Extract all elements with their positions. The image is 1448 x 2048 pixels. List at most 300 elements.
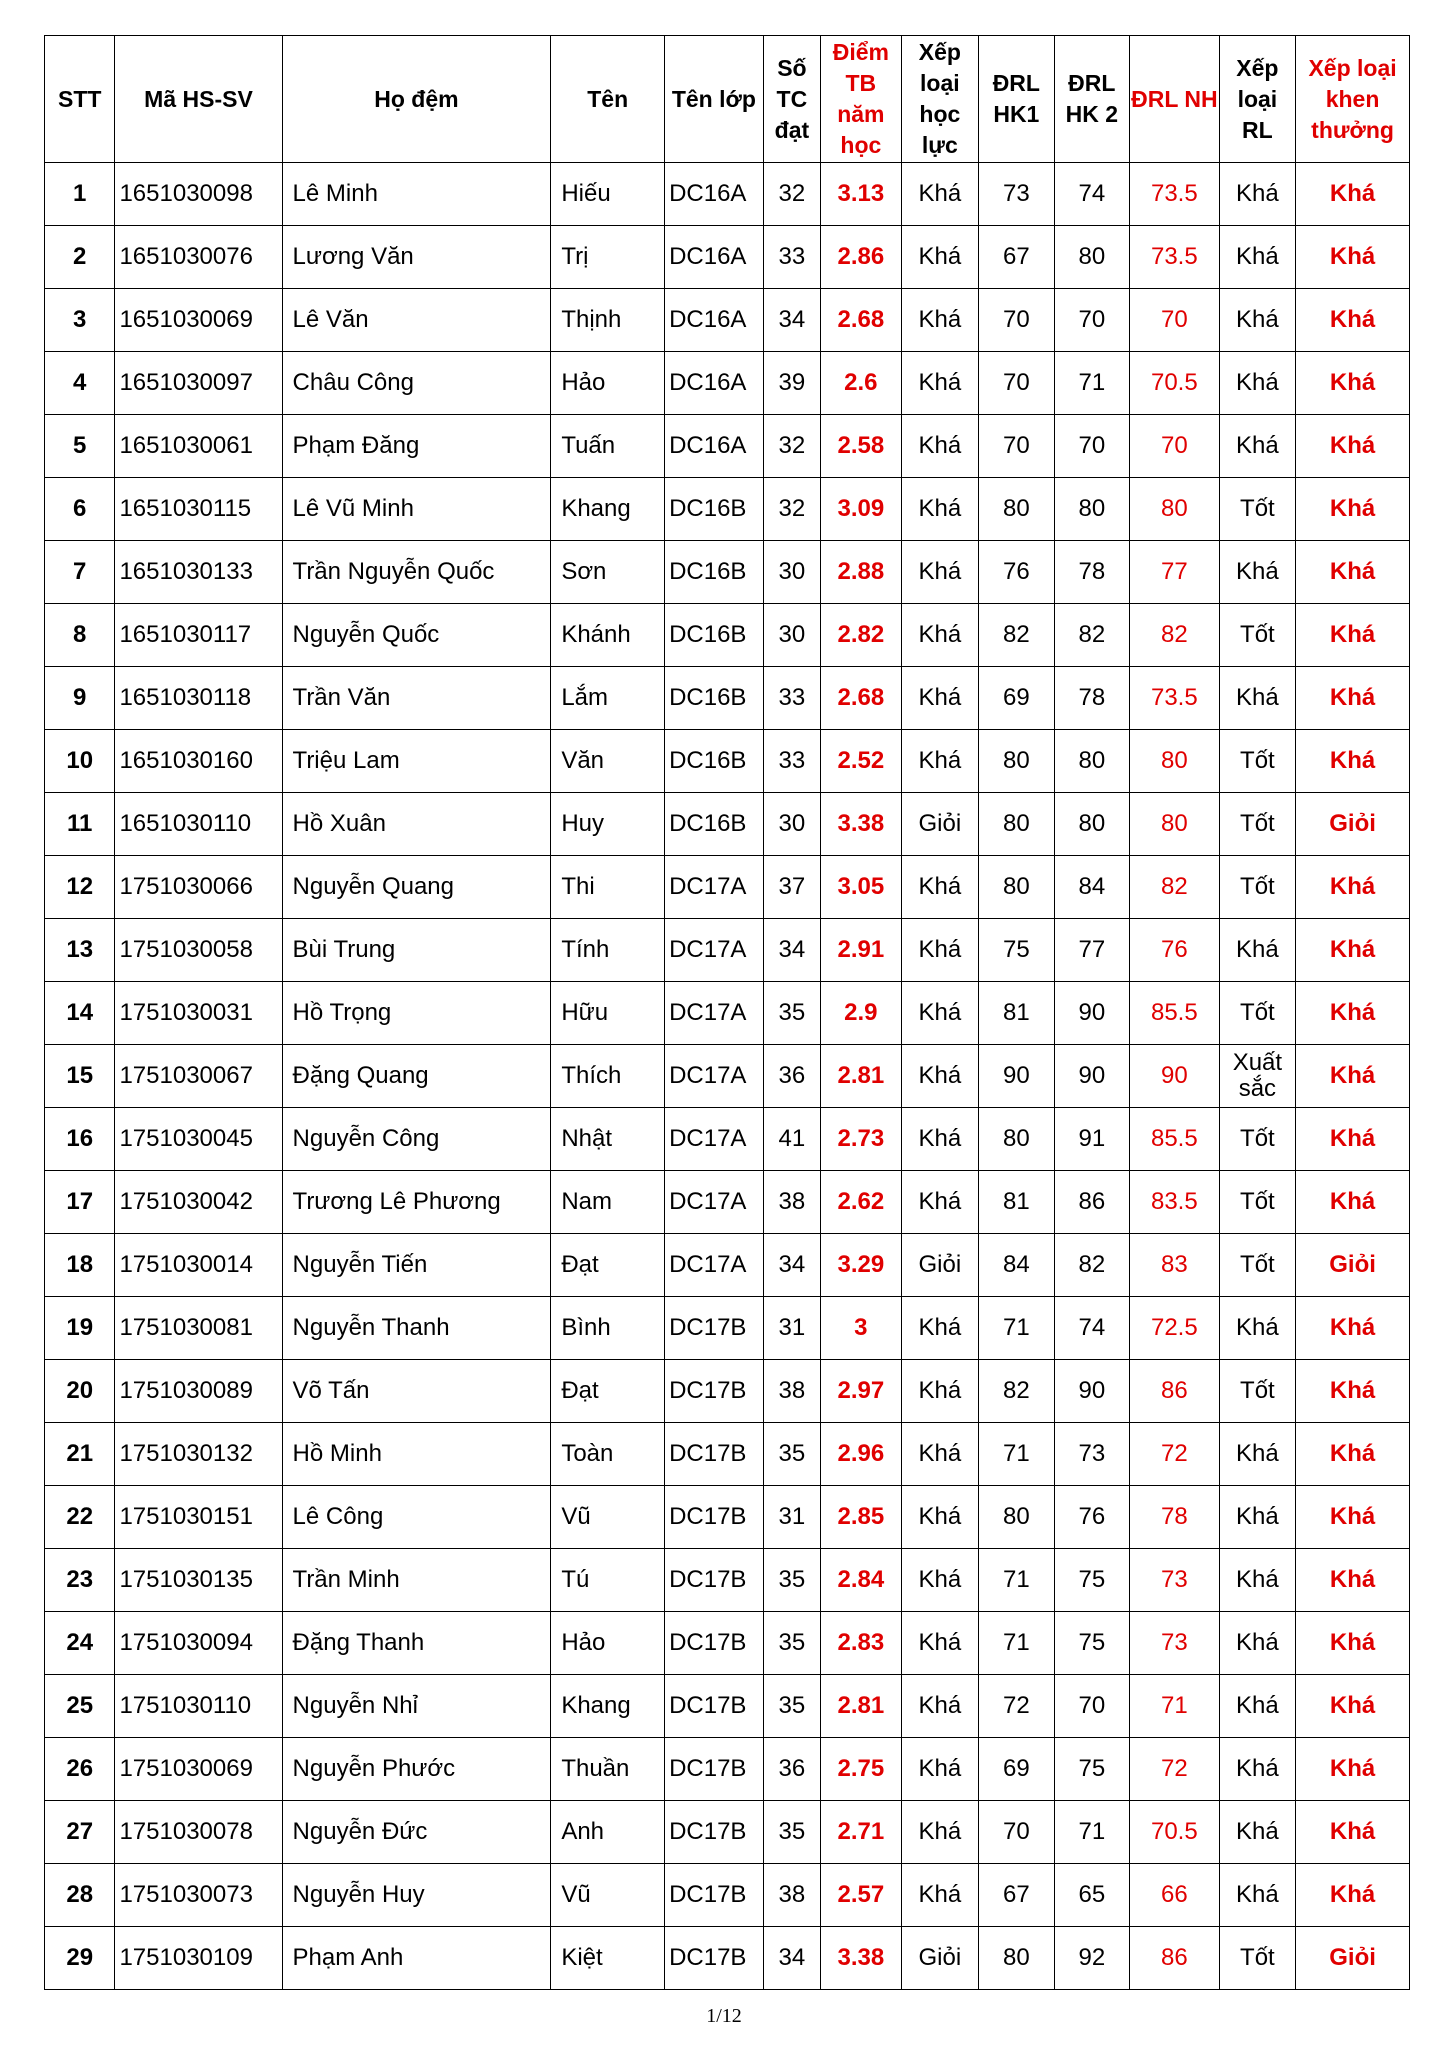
cell-class: DC17B xyxy=(665,1738,764,1801)
cell-class: DC17A xyxy=(665,982,764,1045)
table-row xyxy=(45,1108,1410,1171)
cell-first-name: Thi xyxy=(551,856,665,919)
cell-first-name: Tú xyxy=(551,1549,665,1612)
table-row xyxy=(45,289,1410,352)
cell-conduct-rank: Khá xyxy=(1219,919,1296,982)
cell-gpa: 2.75 xyxy=(821,1738,902,1801)
cell-conduct-hk1: 71 xyxy=(979,1423,1054,1486)
cell-credits: 35 xyxy=(763,1549,820,1612)
cell-stt: 24 xyxy=(45,1612,115,1675)
cell-gpa: 3 xyxy=(821,1297,902,1360)
table-row xyxy=(45,1801,1410,1864)
header-credits: Số TC đạt xyxy=(763,36,820,163)
cell-first-name: Bình xyxy=(551,1297,665,1360)
cell-award-rank: Khá xyxy=(1296,982,1410,1045)
cell-conduct-hk1: 69 xyxy=(979,667,1054,730)
cell-gpa: 3.13 xyxy=(821,163,902,226)
cell-gpa: 3.38 xyxy=(821,1927,902,1990)
cell-gpa: 2.62 xyxy=(821,1171,902,1234)
cell-conduct-rank: Tốt xyxy=(1219,604,1296,667)
cell-first-name: Lắm xyxy=(551,667,665,730)
cell-middle-name: Trần Nguyễn Quốc xyxy=(282,541,551,604)
cell-first-name: Đạt xyxy=(551,1360,665,1423)
cell-conduct-hk1: 81 xyxy=(979,1171,1054,1234)
cell-conduct-hk1: 80 xyxy=(979,730,1054,793)
cell-credits: 34 xyxy=(763,1234,820,1297)
cell-middle-name: Nguyễn Đức xyxy=(282,1801,551,1864)
cell-conduct-year: 85.5 xyxy=(1130,982,1220,1045)
cell-conduct-year: 82 xyxy=(1130,604,1220,667)
cell-conduct-hk2: 76 xyxy=(1054,1486,1129,1549)
cell-gpa: 2.81 xyxy=(821,1675,902,1738)
cell-class: DC16B xyxy=(665,730,764,793)
cell-class: DC16B xyxy=(665,541,764,604)
cell-credits: 34 xyxy=(763,919,820,982)
cell-first-name: Đạt xyxy=(551,1234,665,1297)
cell-stt: 27 xyxy=(45,1801,115,1864)
cell-conduct-rank: Tốt xyxy=(1219,793,1296,856)
cell-middle-name: Trần Văn xyxy=(282,667,551,730)
cell-conduct-rank: Khá xyxy=(1219,1675,1296,1738)
header-conduct-rank: Xếp loại RL xyxy=(1219,36,1296,163)
cell-conduct-hk2: 91 xyxy=(1054,1108,1129,1171)
cell-academic-rank: Khá xyxy=(901,163,979,226)
cell-conduct-year: 70 xyxy=(1130,289,1220,352)
cell-conduct-year: 70.5 xyxy=(1130,352,1220,415)
cell-student-id: 1751030151 xyxy=(115,1486,282,1549)
cell-conduct-hk2: 70 xyxy=(1054,415,1129,478)
cell-gpa: 2.68 xyxy=(821,667,902,730)
table-row xyxy=(45,919,1410,982)
table-header xyxy=(45,36,1410,163)
cell-conduct-year: 70 xyxy=(1130,415,1220,478)
table-row xyxy=(45,478,1410,541)
cell-class: DC17B xyxy=(665,1801,764,1864)
cell-conduct-year: 72.5 xyxy=(1130,1297,1220,1360)
cell-class: DC17B xyxy=(665,1549,764,1612)
cell-conduct-rank: Khá xyxy=(1219,541,1296,604)
cell-conduct-year: 78 xyxy=(1130,1486,1220,1549)
cell-middle-name: Hồ Xuân xyxy=(282,793,551,856)
cell-conduct-hk1: 80 xyxy=(979,1486,1054,1549)
table-row xyxy=(45,604,1410,667)
cell-student-id: 1751030073 xyxy=(115,1864,282,1927)
cell-award-rank: Khá xyxy=(1296,541,1410,604)
cell-student-id: 1651030061 xyxy=(115,415,282,478)
cell-student-id: 1751030132 xyxy=(115,1423,282,1486)
cell-middle-name: Phạm Đăng xyxy=(282,415,551,478)
cell-academic-rank: Khá xyxy=(901,1612,979,1675)
cell-credits: 35 xyxy=(763,1423,820,1486)
cell-academic-rank: Khá xyxy=(901,1801,979,1864)
cell-award-rank: Khá xyxy=(1296,1108,1410,1171)
cell-gpa: 2.71 xyxy=(821,1801,902,1864)
cell-middle-name: Nguyễn Tiến xyxy=(282,1234,551,1297)
cell-stt: 10 xyxy=(45,730,115,793)
cell-conduct-hk1: 82 xyxy=(979,1360,1054,1423)
table-row xyxy=(45,1612,1410,1675)
cell-middle-name: Lê Vũ Minh xyxy=(282,478,551,541)
table-row xyxy=(45,1486,1410,1549)
cell-award-rank: Khá xyxy=(1296,1297,1410,1360)
cell-conduct-hk1: 70 xyxy=(979,1801,1054,1864)
cell-first-name: Nam xyxy=(551,1171,665,1234)
cell-gpa: 2.83 xyxy=(821,1612,902,1675)
cell-stt: 3 xyxy=(45,289,115,352)
header-gpa: Điểm TB năm học xyxy=(821,36,902,163)
cell-academic-rank: Khá xyxy=(901,1864,979,1927)
cell-conduct-hk2: 75 xyxy=(1054,1612,1129,1675)
cell-academic-rank: Khá xyxy=(901,667,979,730)
cell-middle-name: Lương Văn xyxy=(282,226,551,289)
cell-gpa: 2.58 xyxy=(821,415,902,478)
cell-conduct-rank: Khá xyxy=(1219,1864,1296,1927)
cell-academic-rank: Khá xyxy=(901,856,979,919)
cell-stt: 21 xyxy=(45,1423,115,1486)
cell-academic-rank: Khá xyxy=(901,541,979,604)
cell-academic-rank: Khá xyxy=(901,919,979,982)
cell-conduct-hk2: 82 xyxy=(1054,604,1129,667)
cell-student-id: 1651030115 xyxy=(115,478,282,541)
cell-class: DC17A xyxy=(665,1045,764,1108)
cell-stt: 22 xyxy=(45,1486,115,1549)
cell-class: DC17A xyxy=(665,919,764,982)
cell-award-rank: Khá xyxy=(1296,1738,1410,1801)
cell-stt: 20 xyxy=(45,1360,115,1423)
cell-middle-name: Trương Lê Phương xyxy=(282,1171,551,1234)
cell-conduct-year: 73.5 xyxy=(1130,667,1220,730)
cell-conduct-hk2: 78 xyxy=(1054,667,1129,730)
cell-conduct-year: 71 xyxy=(1130,1675,1220,1738)
cell-conduct-hk1: 80 xyxy=(979,856,1054,919)
cell-conduct-rank: Khá xyxy=(1219,415,1296,478)
table-row xyxy=(45,1297,1410,1360)
cell-student-id: 1651030110 xyxy=(115,793,282,856)
table-row xyxy=(45,1864,1410,1927)
cell-credits: 36 xyxy=(763,1738,820,1801)
cell-credits: 35 xyxy=(763,982,820,1045)
cell-gpa: 3.09 xyxy=(821,478,902,541)
cell-award-rank: Khá xyxy=(1296,1171,1410,1234)
cell-academic-rank: Khá xyxy=(901,1549,979,1612)
cell-class: DC17A xyxy=(665,1234,764,1297)
cell-gpa: 3.05 xyxy=(821,856,902,919)
cell-stt: 12 xyxy=(45,856,115,919)
cell-gpa: 2.84 xyxy=(821,1549,902,1612)
cell-academic-rank: Khá xyxy=(901,604,979,667)
cell-student-id: 1651030118 xyxy=(115,667,282,730)
cell-award-rank: Khá xyxy=(1296,1423,1410,1486)
cell-class: DC16B xyxy=(665,478,764,541)
cell-conduct-hk2: 75 xyxy=(1054,1738,1129,1801)
cell-credits: 35 xyxy=(763,1801,820,1864)
cell-class: DC17B xyxy=(665,1486,764,1549)
cell-academic-rank: Khá xyxy=(901,1297,979,1360)
cell-stt: 18 xyxy=(45,1234,115,1297)
cell-conduct-hk2: 71 xyxy=(1054,1801,1129,1864)
cell-middle-name: Nguyễn Thanh xyxy=(282,1297,551,1360)
cell-credits: 35 xyxy=(763,1675,820,1738)
cell-class: DC16B xyxy=(665,604,764,667)
cell-award-rank: Khá xyxy=(1296,1549,1410,1612)
cell-conduct-year: 73 xyxy=(1130,1612,1220,1675)
table-row xyxy=(45,163,1410,226)
cell-conduct-hk1: 82 xyxy=(979,604,1054,667)
cell-gpa: 2.57 xyxy=(821,1864,902,1927)
cell-student-id: 1751030067 xyxy=(115,1045,282,1108)
cell-conduct-hk1: 70 xyxy=(979,415,1054,478)
cell-award-rank: Khá xyxy=(1296,289,1410,352)
cell-conduct-hk1: 72 xyxy=(979,1675,1054,1738)
cell-award-rank: Giỏi xyxy=(1296,1927,1410,1990)
cell-credits: 41 xyxy=(763,1108,820,1171)
cell-conduct-hk2: 75 xyxy=(1054,1549,1129,1612)
cell-first-name: Thích xyxy=(551,1045,665,1108)
cell-award-rank: Giỏi xyxy=(1296,1234,1410,1297)
cell-conduct-rank: Xuất sắc xyxy=(1219,1045,1296,1108)
cell-conduct-hk1: 90 xyxy=(979,1045,1054,1108)
header-conduct-year: ĐRL NH xyxy=(1130,36,1220,163)
cell-first-name: Tính xyxy=(551,919,665,982)
cell-conduct-hk1: 80 xyxy=(979,793,1054,856)
cell-credits: 30 xyxy=(763,793,820,856)
cell-student-id: 1651030133 xyxy=(115,541,282,604)
cell-credits: 33 xyxy=(763,226,820,289)
cell-class: DC17B xyxy=(665,1675,764,1738)
cell-first-name: Trị xyxy=(551,226,665,289)
cell-first-name: Sơn xyxy=(551,541,665,604)
cell-award-rank: Khá xyxy=(1296,730,1410,793)
cell-first-name: Văn xyxy=(551,730,665,793)
table-row xyxy=(45,1045,1410,1108)
cell-middle-name: Trần Minh xyxy=(282,1549,551,1612)
cell-conduct-rank: Tốt xyxy=(1219,1360,1296,1423)
cell-academic-rank: Khá xyxy=(901,1360,979,1423)
cell-conduct-year: 73.5 xyxy=(1130,226,1220,289)
cell-credits: 33 xyxy=(763,730,820,793)
cell-conduct-year: 66 xyxy=(1130,1864,1220,1927)
cell-academic-rank: Khá xyxy=(901,478,979,541)
cell-academic-rank: Giỏi xyxy=(901,793,979,856)
cell-gpa: 3.29 xyxy=(821,1234,902,1297)
cell-conduct-hk1: 67 xyxy=(979,1864,1054,1927)
cell-student-id: 1751030089 xyxy=(115,1360,282,1423)
cell-credits: 38 xyxy=(763,1864,820,1927)
cell-middle-name: Nguyễn Công xyxy=(282,1108,551,1171)
cell-conduct-hk2: 73 xyxy=(1054,1423,1129,1486)
cell-stt: 26 xyxy=(45,1738,115,1801)
cell-class: DC16B xyxy=(665,667,764,730)
cell-first-name: Hữu xyxy=(551,982,665,1045)
cell-first-name: Tuấn xyxy=(551,415,665,478)
table-row xyxy=(45,1171,1410,1234)
cell-conduct-rank: Tốt xyxy=(1219,1108,1296,1171)
cell-class: DC17B xyxy=(665,1927,764,1990)
cell-conduct-year: 90 xyxy=(1130,1045,1220,1108)
cell-student-id: 1751030042 xyxy=(115,1171,282,1234)
cell-student-id: 1651030117 xyxy=(115,604,282,667)
header-award-rank: Xếp loại khen thưởng xyxy=(1296,36,1410,163)
cell-conduct-hk2: 77 xyxy=(1054,919,1129,982)
cell-stt: 11 xyxy=(45,793,115,856)
cell-academic-rank: Giỏi xyxy=(901,1927,979,1990)
cell-conduct-hk1: 71 xyxy=(979,1549,1054,1612)
cell-conduct-hk1: 70 xyxy=(979,352,1054,415)
cell-middle-name: Bùi Trung xyxy=(282,919,551,982)
cell-first-name: Toàn xyxy=(551,1423,665,1486)
cell-award-rank: Khá xyxy=(1296,667,1410,730)
cell-first-name: Khang xyxy=(551,1675,665,1738)
cell-middle-name: Hồ Trọng xyxy=(282,982,551,1045)
cell-conduct-hk2: 74 xyxy=(1054,1297,1129,1360)
cell-conduct-hk1: 75 xyxy=(979,919,1054,982)
cell-middle-name: Triệu Lam xyxy=(282,730,551,793)
cell-gpa: 2.96 xyxy=(821,1423,902,1486)
cell-conduct-rank: Tốt xyxy=(1219,478,1296,541)
cell-middle-name: Đặng Thanh xyxy=(282,1612,551,1675)
cell-award-rank: Khá xyxy=(1296,163,1410,226)
cell-conduct-hk2: 71 xyxy=(1054,352,1129,415)
cell-conduct-year: 80 xyxy=(1130,478,1220,541)
cell-credits: 30 xyxy=(763,541,820,604)
cell-gpa: 3.38 xyxy=(821,793,902,856)
cell-award-rank: Khá xyxy=(1296,1612,1410,1675)
cell-middle-name: Nguyễn Huy xyxy=(282,1864,551,1927)
cell-award-rank: Khá xyxy=(1296,1045,1410,1108)
cell-credits: 35 xyxy=(763,1612,820,1675)
cell-class: DC17B xyxy=(665,1864,764,1927)
cell-conduct-rank: Khá xyxy=(1219,1549,1296,1612)
cell-conduct-rank: Tốt xyxy=(1219,982,1296,1045)
cell-conduct-rank: Khá xyxy=(1219,1297,1296,1360)
cell-academic-rank: Khá xyxy=(901,352,979,415)
cell-first-name: Khánh xyxy=(551,604,665,667)
cell-middle-name: Võ Tấn xyxy=(282,1360,551,1423)
cell-stt: 9 xyxy=(45,667,115,730)
table-row xyxy=(45,856,1410,919)
cell-student-id: 1651030076 xyxy=(115,226,282,289)
cell-middle-name: Châu Công xyxy=(282,352,551,415)
cell-conduct-hk1: 67 xyxy=(979,226,1054,289)
cell-first-name: Khang xyxy=(551,478,665,541)
table-row xyxy=(45,1549,1410,1612)
cell-conduct-hk2: 90 xyxy=(1054,982,1129,1045)
cell-conduct-hk2: 90 xyxy=(1054,1360,1129,1423)
cell-student-id: 1751030081 xyxy=(115,1297,282,1360)
cell-academic-rank: Khá xyxy=(901,289,979,352)
cell-credits: 31 xyxy=(763,1486,820,1549)
table-row xyxy=(45,1675,1410,1738)
cell-conduct-year: 86 xyxy=(1130,1927,1220,1990)
cell-conduct-rank: Khá xyxy=(1219,163,1296,226)
header-middle-name: Họ đệm xyxy=(282,36,551,163)
cell-conduct-rank: Khá xyxy=(1219,1738,1296,1801)
cell-stt: 13 xyxy=(45,919,115,982)
header-row xyxy=(45,36,1410,163)
cell-first-name: Hảo xyxy=(551,1612,665,1675)
cell-class: DC16A xyxy=(665,415,764,478)
cell-stt: 15 xyxy=(45,1045,115,1108)
cell-class: DC16A xyxy=(665,352,764,415)
cell-award-rank: Khá xyxy=(1296,1675,1410,1738)
cell-award-rank: Khá xyxy=(1296,415,1410,478)
cell-award-rank: Khá xyxy=(1296,478,1410,541)
cell-student-id: 1751030109 xyxy=(115,1927,282,1990)
cell-conduct-year: 83.5 xyxy=(1130,1171,1220,1234)
cell-middle-name: Lê Công xyxy=(282,1486,551,1549)
cell-student-id: 1751030031 xyxy=(115,982,282,1045)
cell-conduct-year: 85.5 xyxy=(1130,1108,1220,1171)
cell-class: DC17B xyxy=(665,1297,764,1360)
cell-award-rank: Khá xyxy=(1296,1864,1410,1927)
cell-first-name: Vũ xyxy=(551,1864,665,1927)
table-row xyxy=(45,541,1410,604)
cell-middle-name: Hồ Minh xyxy=(282,1423,551,1486)
cell-student-id: 1751030094 xyxy=(115,1612,282,1675)
cell-stt: 29 xyxy=(45,1927,115,1990)
cell-stt: 1 xyxy=(45,163,115,226)
table-row xyxy=(45,730,1410,793)
cell-gpa: 2.97 xyxy=(821,1360,902,1423)
cell-conduct-rank: Tốt xyxy=(1219,1171,1296,1234)
cell-gpa: 2.68 xyxy=(821,289,902,352)
cell-first-name: Nhật xyxy=(551,1108,665,1171)
cell-conduct-year: 86 xyxy=(1130,1360,1220,1423)
cell-middle-name: Nguyễn Quốc xyxy=(282,604,551,667)
cell-stt: 5 xyxy=(45,415,115,478)
cell-student-id: 1651030160 xyxy=(115,730,282,793)
cell-conduct-year: 73 xyxy=(1130,1549,1220,1612)
cell-conduct-year: 82 xyxy=(1130,856,1220,919)
cell-gpa: 2.82 xyxy=(821,604,902,667)
table-row xyxy=(45,793,1410,856)
cell-conduct-year: 72 xyxy=(1130,1423,1220,1486)
header-stt: STT xyxy=(45,36,115,163)
cell-first-name: Hiếu xyxy=(551,163,665,226)
cell-student-id: 1751030045 xyxy=(115,1108,282,1171)
cell-conduct-hk2: 74 xyxy=(1054,163,1129,226)
header-student-id: Mã HS-SV xyxy=(115,36,282,163)
cell-student-id: 1751030135 xyxy=(115,1549,282,1612)
cell-middle-name: Lê Minh xyxy=(282,163,551,226)
cell-class: DC17B xyxy=(665,1423,764,1486)
cell-middle-name: Nguyễn Nhỉ xyxy=(282,1675,551,1738)
cell-middle-name: Nguyễn Quang xyxy=(282,856,551,919)
cell-student-id: 1651030097 xyxy=(115,352,282,415)
cell-award-rank: Khá xyxy=(1296,352,1410,415)
cell-stt: 23 xyxy=(45,1549,115,1612)
cell-student-id: 1751030110 xyxy=(115,1675,282,1738)
cell-credits: 33 xyxy=(763,667,820,730)
cell-stt: 6 xyxy=(45,478,115,541)
cell-student-id: 1651030069 xyxy=(115,289,282,352)
cell-academic-rank: Khá xyxy=(901,226,979,289)
cell-conduct-hk2: 84 xyxy=(1054,856,1129,919)
cell-award-rank: Khá xyxy=(1296,1486,1410,1549)
table-row xyxy=(45,1234,1410,1297)
cell-academic-rank: Khá xyxy=(901,1045,979,1108)
cell-gpa: 2.73 xyxy=(821,1108,902,1171)
cell-credits: 30 xyxy=(763,604,820,667)
cell-credits: 32 xyxy=(763,415,820,478)
cell-conduct-hk2: 80 xyxy=(1054,793,1129,856)
table-body xyxy=(45,163,1410,1990)
cell-conduct-hk2: 80 xyxy=(1054,226,1129,289)
cell-award-rank: Khá xyxy=(1296,919,1410,982)
table-row xyxy=(45,1423,1410,1486)
table-row xyxy=(45,352,1410,415)
cell-stt: 19 xyxy=(45,1297,115,1360)
